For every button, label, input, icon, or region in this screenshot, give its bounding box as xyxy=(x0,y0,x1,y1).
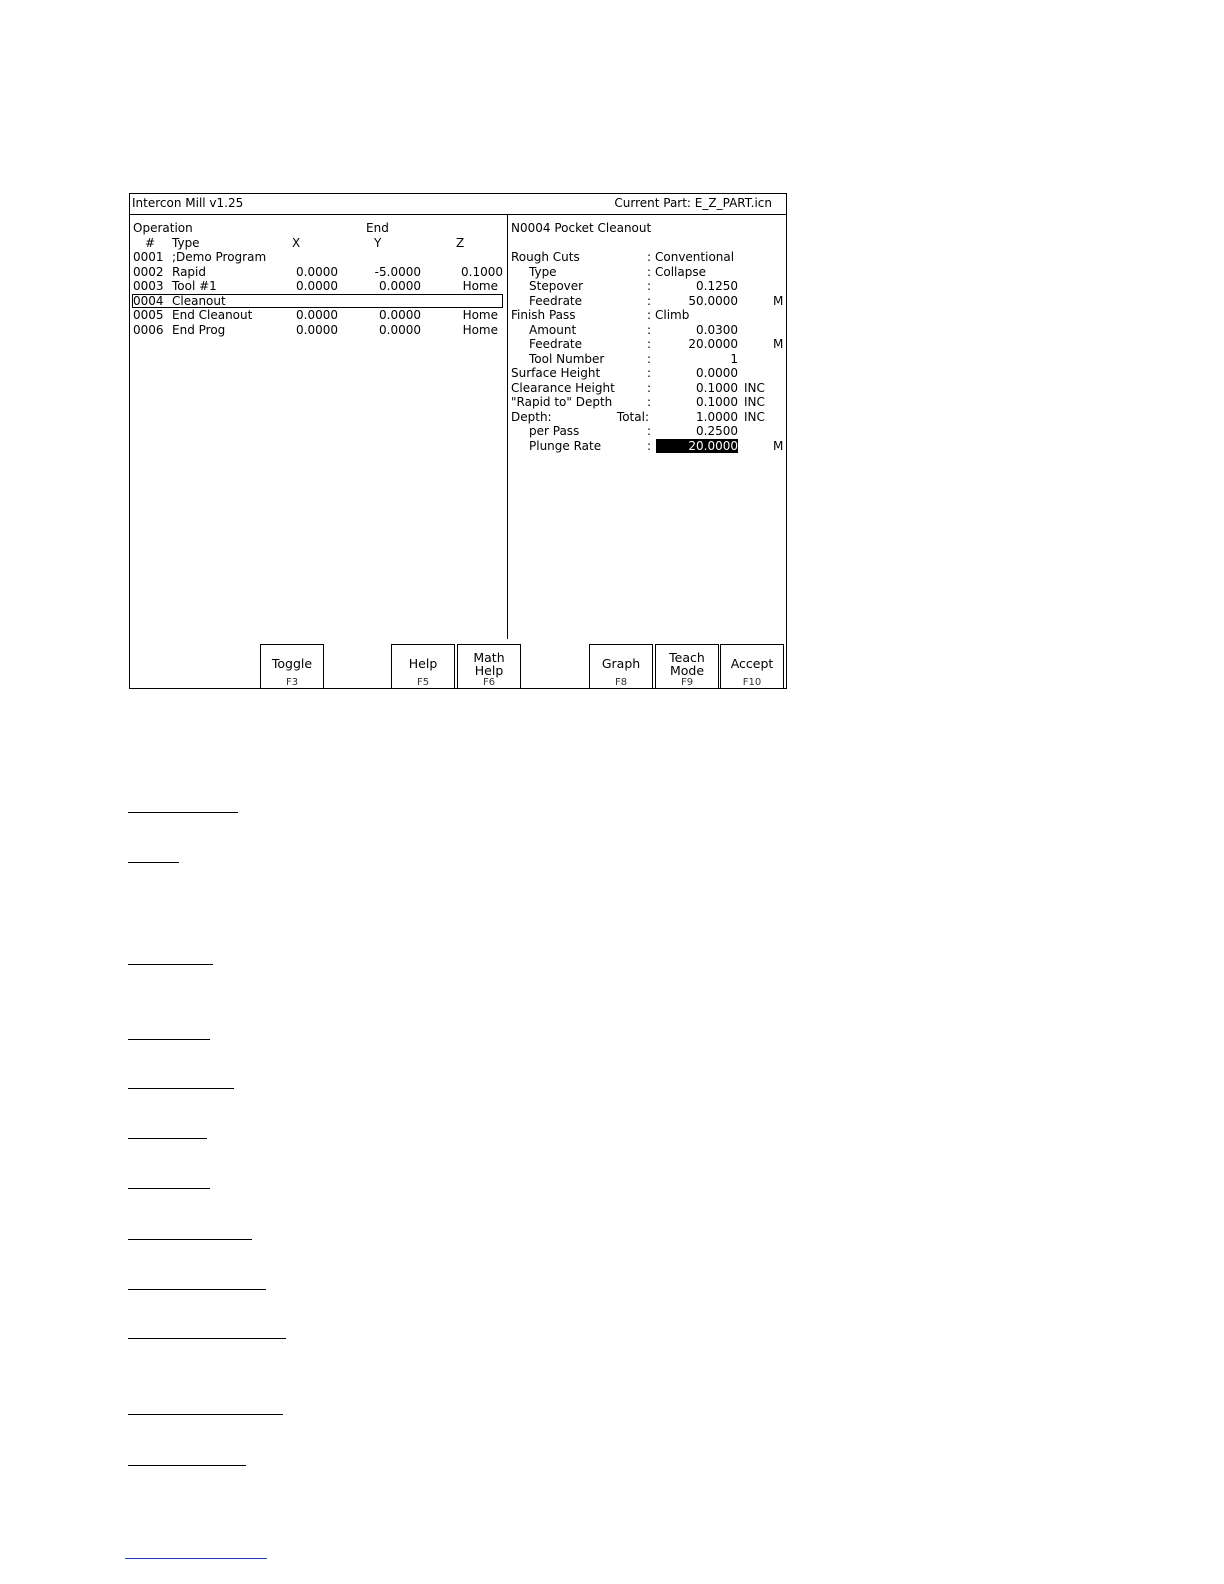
parameter-row[interactable] xyxy=(511,337,784,352)
parameter-label: per Pass xyxy=(529,424,580,438)
parameter-value[interactable]: 1.0000 xyxy=(696,409,738,424)
row-number: 0001 xyxy=(133,250,164,264)
underline-rule xyxy=(128,1188,210,1189)
row-type: Rapid xyxy=(172,264,206,279)
parameter-separator: : xyxy=(647,322,652,337)
current-part-label: Current Part: E_Z_PART.icn xyxy=(614,196,772,210)
row-z: Home xyxy=(462,322,498,337)
parameter-value[interactable]: 20.0000 xyxy=(688,337,738,351)
parameter-unit: INC xyxy=(744,409,765,424)
parameter-label: Clearance Height xyxy=(511,380,615,395)
parameter-value[interactable]: 0.0300 xyxy=(696,322,738,337)
parameter-row[interactable] xyxy=(511,381,781,396)
operation-header: Operation xyxy=(133,221,193,235)
row-x: 0.0000 xyxy=(296,264,338,279)
z-header: Z xyxy=(456,235,465,250)
parameter-separator: : xyxy=(647,264,652,279)
button-label-line: Graph xyxy=(601,656,641,671)
function-key-name: F8 xyxy=(614,677,628,688)
end-header: End xyxy=(366,221,389,235)
parameter-row[interactable] xyxy=(511,352,781,367)
math-help-button[interactable] xyxy=(457,644,521,689)
parameter-label: Surface Height xyxy=(511,366,601,380)
parameter-separator: : xyxy=(647,395,652,409)
parameter-separator: : xyxy=(647,308,652,322)
function-key-name: F5 xyxy=(416,677,430,688)
program-row[interactable] xyxy=(132,265,503,280)
parameter-separator: : xyxy=(647,279,652,293)
parameter-row[interactable] xyxy=(511,265,781,280)
parameter-label: Rough Cuts xyxy=(511,250,580,264)
parameter-unit: M xyxy=(773,337,784,351)
program-row[interactable] xyxy=(132,294,503,309)
underline-rule xyxy=(128,1338,286,1339)
row-type: ;Demo Program xyxy=(172,250,267,264)
app-title: Intercon Mill v1.25 xyxy=(132,196,244,210)
row-z: Home xyxy=(462,308,498,322)
row-x: 0.0000 xyxy=(296,308,338,322)
accept-button[interactable] xyxy=(720,644,784,689)
parameter-label: Amount xyxy=(529,322,577,337)
row-number: 0006 xyxy=(133,322,164,337)
parameter-row[interactable] xyxy=(511,308,781,323)
underline-rule xyxy=(128,1239,252,1240)
underline-rule xyxy=(128,812,238,813)
parameter-row[interactable] xyxy=(511,410,781,425)
button-label-line: Mode xyxy=(669,662,705,678)
row-y: 0.0000 xyxy=(379,322,421,337)
parameter-label: Feedrate xyxy=(529,293,583,308)
accept-label xyxy=(721,658,783,671)
row-z: 0.1000 xyxy=(461,264,503,279)
teach-mode-button[interactable] xyxy=(655,644,719,689)
button-label-line: Accept xyxy=(730,656,774,671)
parameter-value[interactable]: Collapse xyxy=(655,264,706,279)
toggle-button[interactable] xyxy=(260,644,324,689)
button-label-line: Toggle xyxy=(271,656,313,671)
number-header: # xyxy=(145,235,156,250)
parameter-row[interactable] xyxy=(511,250,781,265)
parameter-value[interactable]: 1 xyxy=(730,351,738,366)
title-bar xyxy=(130,194,786,215)
function-key-name: F6 xyxy=(482,677,496,688)
row-y: 0.0000 xyxy=(379,279,421,293)
underline-rule xyxy=(128,1289,266,1290)
function-key-name: F3 xyxy=(285,677,299,688)
parameter-separator: : xyxy=(647,438,652,453)
row-number: 0003 xyxy=(133,279,164,293)
toggle-label xyxy=(261,658,323,671)
button-label-line: Math xyxy=(473,650,505,665)
row-type: Tool #1 xyxy=(172,279,217,293)
parameter-unit: INC xyxy=(744,395,765,409)
parameter-separator: : xyxy=(647,351,652,366)
parameter-row[interactable] xyxy=(511,366,781,381)
row-z: Home xyxy=(462,279,498,293)
parameter-separator: : xyxy=(647,293,652,308)
parameter-value[interactable]: 50.0000 xyxy=(688,293,738,308)
row-type: Cleanout xyxy=(172,293,226,308)
help-button[interactable] xyxy=(391,644,455,689)
underline-rule xyxy=(128,1414,283,1415)
row-x: 0.0000 xyxy=(296,322,338,337)
y-header: Y xyxy=(374,235,382,250)
parameter-label: Depth: xyxy=(511,409,552,424)
parameter-label: Stepover xyxy=(529,279,584,293)
parameter-label: Type xyxy=(529,264,557,279)
parameter-label: Tool Number xyxy=(529,351,605,366)
parameter-separator: : xyxy=(647,337,652,351)
underline-rule xyxy=(128,1465,246,1466)
underline-rule xyxy=(128,1039,210,1040)
parameter-separator: : xyxy=(647,366,652,380)
type-header: Type xyxy=(172,235,200,250)
row-type: End Cleanout xyxy=(172,308,253,322)
operation-parameters-pane xyxy=(508,215,786,639)
underline-rule xyxy=(128,1088,234,1089)
parameter-separator: Total: xyxy=(616,409,649,424)
parameter-label: Plunge Rate xyxy=(529,438,602,453)
row-y: 0.0000 xyxy=(379,308,421,322)
x-header: X xyxy=(292,235,301,250)
program-row[interactable] xyxy=(132,279,503,294)
parameter-row[interactable] xyxy=(511,395,781,410)
row-type: End Prog xyxy=(172,322,226,337)
parameter-row[interactable] xyxy=(511,438,784,454)
graph-label xyxy=(590,658,652,671)
parameter-label: Feedrate xyxy=(529,337,583,351)
program-row[interactable] xyxy=(132,323,503,338)
link-underline[interactable] xyxy=(125,1558,267,1559)
parameter-unit: M xyxy=(773,293,784,308)
program-row[interactable] xyxy=(132,308,503,323)
parameter-separator: : xyxy=(647,424,652,438)
help-label xyxy=(392,658,454,671)
program-list-pane xyxy=(130,215,507,639)
parameter-value[interactable]: Conventional xyxy=(655,250,735,264)
parameter-row[interactable] xyxy=(511,424,781,439)
row-number: 0005 xyxy=(133,308,164,322)
parameter-separator: : xyxy=(647,250,652,264)
row-x: 0.0000 xyxy=(296,279,338,293)
parameter-label: Finish Pass xyxy=(511,308,576,322)
button-label-line: Teach xyxy=(669,650,705,665)
function-key-name: F10 xyxy=(742,677,762,688)
parameter-row[interactable] xyxy=(511,323,781,338)
row-y: -5.0000 xyxy=(374,264,421,279)
underline-rule xyxy=(128,1138,207,1139)
row-number: 0004 xyxy=(133,293,164,308)
parameter-value[interactable]: 0.1250 xyxy=(696,279,738,293)
parameter-value-input[interactable]: 20.0000 xyxy=(656,439,738,454)
parameter-unit: M xyxy=(773,438,784,453)
parameter-value[interactable]: Climb xyxy=(655,308,690,322)
graph-button[interactable] xyxy=(589,644,653,689)
intercon-mill-window xyxy=(129,193,787,689)
math-help-label xyxy=(458,652,520,677)
teach-mode-label xyxy=(656,652,718,677)
function-key-bar xyxy=(130,644,786,690)
button-label-line: Help xyxy=(474,662,504,678)
function-key-name: F9 xyxy=(680,677,694,688)
parameter-value[interactable]: 0.0000 xyxy=(696,366,738,380)
button-label-line: Help xyxy=(408,656,438,671)
parameter-value[interactable]: 0.2500 xyxy=(696,424,738,438)
parameter-row[interactable] xyxy=(511,279,781,294)
program-row[interactable] xyxy=(132,250,503,265)
parameter-label: "Rapid to" Depth xyxy=(511,395,613,409)
parameter-value[interactable]: 0.1000 xyxy=(696,395,738,409)
operation-title: N0004 Pocket Cleanout xyxy=(511,221,652,235)
underline-rule xyxy=(128,964,213,965)
parameter-separator: : xyxy=(647,380,652,395)
parameter-value[interactable]: 0.1000 xyxy=(696,380,738,395)
row-number: 0002 xyxy=(133,264,164,279)
parameter-unit: INC xyxy=(744,380,765,395)
underline-rule xyxy=(128,862,179,863)
parameter-row[interactable] xyxy=(511,293,784,309)
